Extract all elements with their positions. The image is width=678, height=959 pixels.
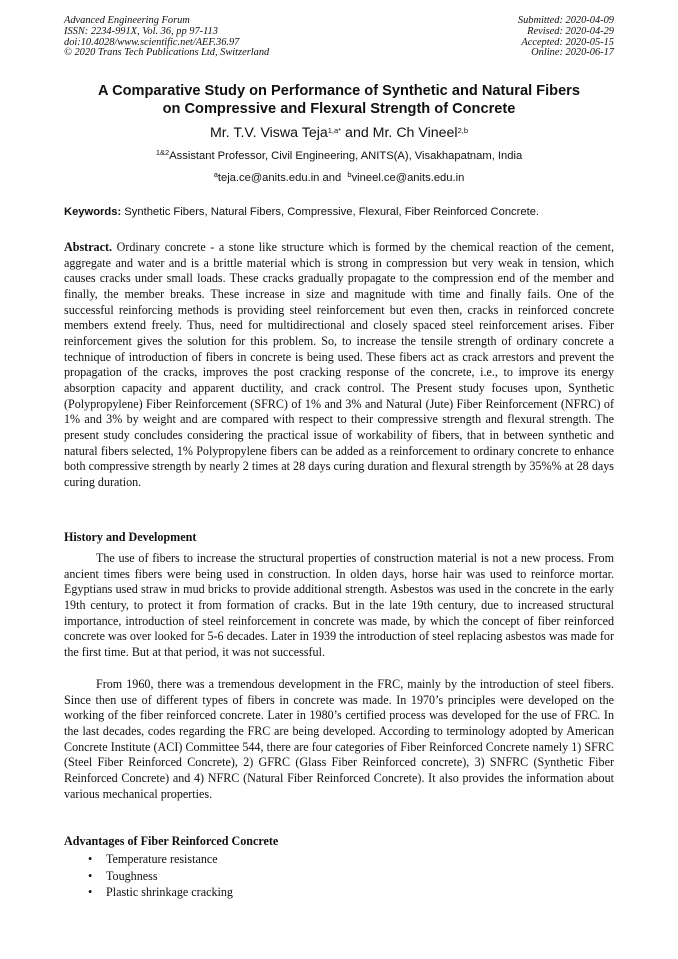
date-accepted: Accepted: 2020-05-15	[521, 36, 614, 48]
email-a-link[interactable]: teja.ce@anits.edu.in	[217, 172, 320, 184]
advantages-list	[64, 851, 233, 901]
author-connector: and	[341, 125, 373, 141]
email-connector: and	[319, 172, 348, 184]
email-a-mark: a	[213, 170, 218, 179]
author-emails	[40, 171, 638, 185]
journal-name: Advanced Engineering Forum	[64, 15, 190, 26]
history-paragraph-1: The use of fibers to increase the structural properties of construction material is not a new process. From ancient times fibers were being used in construction. In olden days, horse hair was used to reinforce mortar. Egyptians used straw in mud bricks to provide additional strength. Asbestos was used in the concrete in the early 19th century, to protect it from formation of cracks. But in the late 19th century, due to increased structural importance, introduction of steel reinforcement in concrete was made, by which the concept of fiber reinforced concrete was over looked for 5-6 decades. Later in 1939 the introduction of steel replacing asbestos was made for the first time. But at that period, it was not successful.	[64, 551, 614, 659]
list-item	[64, 851, 233, 868]
journal-issn: ISSN: 2234-991X, Vol. 36, pp 97-113	[64, 25, 218, 37]
date-submitted: Submitted: 2020-04-09	[517, 15, 614, 26]
author-2: Mr. Ch Vineel	[372, 125, 458, 141]
journal-info	[64, 16, 269, 59]
author-list	[40, 124, 638, 142]
journal-doi[interactable]: doi:10.4028/www.scientific.net/AEF.36.97	[64, 36, 240, 48]
abstract-text: Ordinary concrete - a stone like structure which is formed by the chemical reaction of the cement, aggregate and water and is a brittle material which is strong in compression but very weak in tension, which causes cracks under small loads. These cracks gradually propagate to the compression end of the member and finally, the member breaks. These increase in size and magnitude with time and finally fails. One of the successful reinforcing methods is providing steel reinforcement but even then, cracks in reinforced concrete members extend freely. Thus, need for multidirectional and closely spaced steel reinforcement arises. Fiber reinforcement gives the solution for this problem. So, to increase the tensile strength of ordinary concrete a technique of introduction of fibers in concrete is being used. These fibers act as crack arrestors and prevent the propagation of the cracks, improves the post cracking response of the concrete, i.e., to improve its energy absorption capacity and apparent ductility, and crack control. The Present study focuses upon, Synthetic (Polypropylene) Fiber Reinforcement (SFRC) of 1% and 3% and Natural (Jute) Fiber Reinforcement (NFRC) of 1% and 3% by weight and are compared with respect to their compressive strength and flexural strength. The present study concludes considering the practical issue of workability of fibers, that in between synthetic and natural fibers selected, 1% Polypropylene fibers can be added as a reinforcement to ordinary concrete to enhance both compressive strength by nearly 2 times at 28 days curing duration and flexural strength by 35%% at 28 days curing duration.	[64, 240, 614, 489]
author-1: Mr. T.V. Viswa Teja	[209, 125, 328, 141]
keywords-label: Keywords:	[64, 206, 122, 218]
author-1-affiliation-mark: 1,a*	[327, 126, 342, 135]
abstract-label: Abstract.	[64, 240, 113, 254]
list-item-text: Toughness	[106, 868, 158, 883]
bullet-icon: •	[88, 885, 93, 900]
date-revised: Revised: 2020-04-29	[527, 25, 614, 37]
affiliation-text: Assistant Professor, Civil Engineering, ANITS(A), Visakhapatnam, India	[169, 150, 523, 162]
keywords-text: Synthetic Fibers, Natural Fibers, Compressive, Flexural, Fiber Reinforced Concrete.	[121, 206, 540, 218]
title-line-1: A Comparative Study on Performance of Synthetic and Natural Fibers	[98, 83, 580, 99]
affiliation-mark: 1&2	[155, 148, 170, 157]
abstract	[64, 240, 614, 491]
history-heading: History and Development	[64, 530, 197, 544]
advantages-heading: Advantages of Fiber Reinforced Concrete	[64, 834, 279, 848]
paper-title	[40, 82, 638, 118]
journal-copyright: © 2020 Trans Tech Publications Ltd, Switzerland	[64, 47, 270, 59]
affiliation	[40, 149, 638, 163]
email-b-mark: b	[347, 170, 352, 179]
list-item	[64, 868, 233, 885]
publication-dates	[518, 16, 614, 59]
list-item-text: Plastic shrinkage cracking	[106, 885, 233, 900]
keywords	[64, 205, 624, 219]
date-online: Online: 2020-06-17	[531, 47, 614, 59]
list-item-text: Temperature resistance	[106, 852, 218, 866]
list-item	[64, 884, 233, 901]
title-line-2: on Compressive and Flexural Strength of Concrete	[162, 101, 516, 117]
bullet-icon: •	[88, 852, 93, 866]
history-paragraph-2: From 1960, there was a tremendous development in the FRC, mainly by the introduction of steel fibers. Since then use of different types of fibers in concrete was made. In 1970’s principles were developed on the working of the fiber reinforced concrete. Later in 1980’s certified process was developed for the use of FRC. In the last decades, codes regarding the FRC are being developed. According to terminology adopted by American Concrete Institute (ACI) Committee 544, there are four categories of Fiber Reinforced Concrete namely 1) SFRC (Steel Fiber Reinforced Concrete), 2) GFRC (Glass Fiber Reinforced concrete), 3) SNFRC (Synthetic Fiber Reinforced Concrete) and 4) NFRC (Natural Fiber Reinforced Concrete). It also provides the information about various mechanical properties.	[64, 677, 614, 801]
author-2-affiliation-mark: 2,b	[457, 126, 469, 135]
bullet-icon: •	[88, 868, 93, 883]
email-b-link[interactable]: vineel.ce@anits.edu.in	[351, 172, 465, 184]
